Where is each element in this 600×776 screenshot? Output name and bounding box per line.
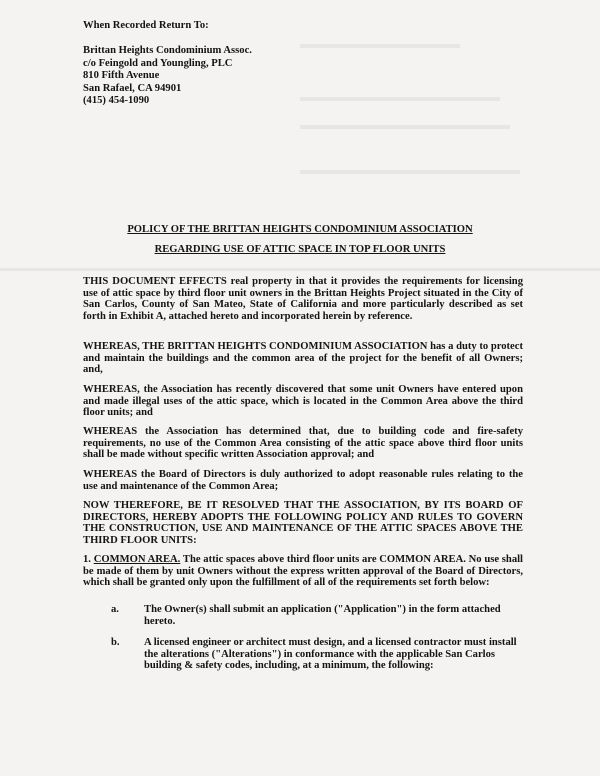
return-line: San Rafael, CA 94901 [83,82,182,94]
section-heading: COMMON AREA. [93,554,181,565]
policy-subtitle: REGARDING USE OF ATTIC SPACE IN TOP FLOOR UNITS [154,244,446,255]
bleed-through-mark [300,170,520,174]
whereas-paragraph-2: WHEREAS, the Association has recently discovered that some unit Owners have entered upon and made illegal uses of the attic space, which is located in the Common Area above the third floor units; and [83,384,523,419]
effects-paragraph: THIS DOCUMENT EFFECTS real property in that it provides the requirements for licensing use of attic space by third floor unit owners in the Brittan Heights Project situated in the City of San Carlos, County of San Mateo, State of California and more particularly described as set forth in Exhibit A, attached hereto and incorporated herein by reference. [83,276,523,322]
return-line: (415) 454-1090 [83,95,150,107]
scan-line-mark [0,268,600,271]
section-number: 1. [83,554,91,565]
list-text: The Owner(s) shall submit an application ("Application") in the form attached hereto. [144,604,501,627]
list-item-a [111,604,531,627]
list-text: A licensed engineer or architect must design, and a licensed contractor must install the alterations ("Alterations") in conformance with the applicable San Carlos building & safety codes, including, at a minimum, the following: [144,637,517,672]
list-item-b [111,637,531,672]
section-1-paragraph [83,554,523,589]
bleed-through-mark [300,44,460,48]
list-marker: a. [111,604,119,615]
list-marker: b. [111,637,120,648]
whereas-paragraph-4: WHEREAS the Board of Directors is duly authorized to adopt reasonable rules relating to the use and maintenance of the Common Area; [83,469,523,492]
policy-title: POLICY OF THE BRITTAN HEIGHTS CONDOMINIUM ASSOCIATION [127,224,473,235]
return-address-block [83,20,252,107]
section-text: The attic spaces above third floor units are COMMON AREA. No use shall be made of them by unit Owners without the express written approval of the Board of Directors, which shall be granted only upon the fulfillment of all of the requirements set forth below: [83,554,523,589]
resolution-paragraph: NOW THEREFORE, BE IT RESOLVED THAT THE ASSOCIATION, BY ITS BOARD OF DIRECTORS, HEREBY ADOPTS THE FOLLOWING POLICY AND RULES TO GOVERN THE CONSTRUCTION, USE AND MAINTENANCE OF THE ATTIC SPACES ABOVE THE THIRD FLOOR UNITS: [83,500,523,546]
bleed-through-mark [300,97,500,101]
return-line: 810 Fifth Avenue [83,70,160,82]
return-heading: When Recorded Return To: [83,20,209,31]
bleed-through-mark [300,125,510,129]
return-line: Brittan Heights Condominium Assoc. [83,45,252,57]
whereas-paragraph-1: WHEREAS, THE BRITTAN HEIGHTS CONDOMINIUM ASSOCIATION has a duty to protect and maintain the buildings and the common area of the project for the benefit of all Owners; and, [83,341,523,376]
return-line: c/o Feingold and Youngling, PLC [83,57,233,69]
whereas-paragraph-3: WHEREAS the Association has determined that, due to building code and fire-safety requirements, no use of the Common Area consisting of the attic space above third floor units shall be made without specific written Association approval; and [83,426,523,461]
